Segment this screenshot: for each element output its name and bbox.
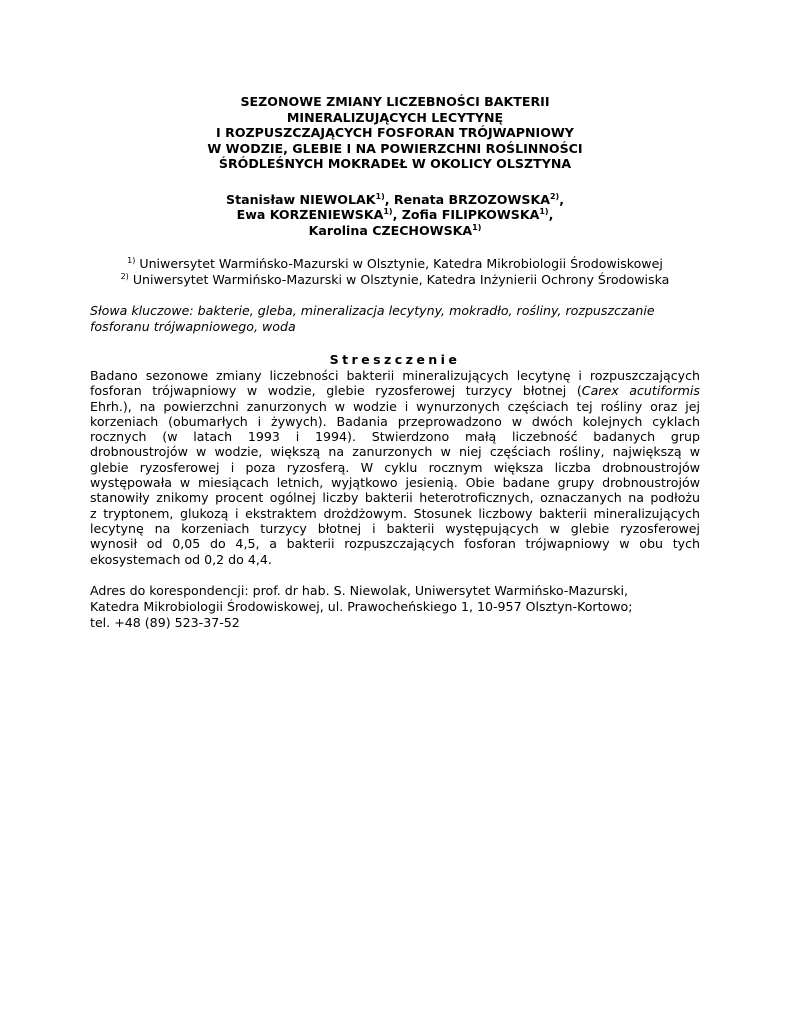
- author-name: Zofia FILIPKOWSKA: [401, 207, 540, 222]
- author-name: Karolina CZECHOWSKA: [308, 222, 473, 238]
- abstract-line: [90, 383, 700, 398]
- abstract-line: glebie ryzosferowej i poza ryzosferą. W cyklu rocznym większa liczba drobnoustrojów: [90, 459, 700, 475]
- keywords-line: Słowa kluczowe: bakterie, gleba, mineralizacja lecytyny, mokradło, rośliny, rozpuszczanie: [90, 303, 655, 318]
- keywords: [90, 303, 700, 335]
- keywords-line: fosforanu trójwapniowego, woda: [90, 319, 296, 334]
- abstract-line: z tryptonem, glukozą i ekstraktem drożdżowym. Stosunek liczbowy bakterii mineralizujących: [90, 505, 700, 521]
- affiliation-mark: 1): [539, 207, 549, 216]
- affiliation-mark: 1): [472, 222, 482, 232]
- affiliation-mark: 1): [383, 207, 393, 216]
- abstract-line: rocznych (w latach 1993 i 1994). Stwierdzono małą liczebność badanych grup: [90, 429, 700, 445]
- abstract-line: Ehrh.), na powierzchni zanurzonych w wodzie i wynurzonych częściach tej rośliny oraz jej: [90, 398, 700, 414]
- document-page: [90, 94, 700, 631]
- affiliation-mark: 1): [127, 256, 136, 265]
- author-line: Stanisław NIEWOLAK$^{1)}$, Renata BRZOZOWSKA$^{2)}$,: [226, 191, 564, 207]
- author-list: [90, 192, 700, 239]
- correspondence-address: [90, 583, 700, 631]
- title-line: I ROZPUSZCZAJĄCYCH FOSFORAN TRÓJWAPNIOWY: [216, 125, 574, 140]
- abstract-body: [90, 368, 700, 567]
- title-line: SEZONOWE ZMIANY LICZEBNOŚCI BAKTERII: [240, 94, 550, 109]
- abstract-heading: Streszczenie: [329, 352, 461, 367]
- abstract-line: drobnoustrojów w wodzie, większą na zanurzonych w niej częściach rośliny, największą w: [90, 444, 700, 460]
- author-name: Ewa KORZENIEWSKA: [236, 207, 384, 222]
- correspondence-line: tel. +48 (89) 523-37-52: [90, 614, 240, 630]
- affiliation-item: [90, 256, 700, 272]
- affiliation-mark: 1): [375, 191, 385, 201]
- abstract-line: występowała w miesiącach letnich, wyjątkowo jesienią. Obie badane grupy drobnoustrojów: [90, 475, 700, 491]
- paper-title: [90, 94, 700, 172]
- abstract-line: stanowiły znikomy procent ogólnej liczby bakterii heterotroficznych, oznaczanych na podłożu: [90, 490, 700, 506]
- affiliation-text: Uniwersytet Warmińsko-Mazurski w Olsztynie, Katedra Inżynierii Ochrony Środowiska: [132, 272, 670, 287]
- affiliation-item: [90, 272, 700, 288]
- title-line: ŚRÓDLEŚNYCH MOKRADEŁ W OKOLICY OLSZTYNA: [218, 156, 572, 171]
- affiliation-mark: 2): [120, 272, 129, 281]
- abstract-line: korzeniach (obumarłych i żywych). Badania przeprowadzono w dwóch kolejnych cyklach: [90, 413, 700, 429]
- title-line: W WODZIE, GLEBIE I NA POWIERZCHNI ROŚLINNOŚCI: [207, 140, 583, 156]
- correspondence-line: Katedra Mikrobiologii Środowiskowej, ul. Prawocheńskiego 1, 10-957 Olsztyn-Kortowo;: [90, 598, 633, 614]
- correspondence-line: Adres do korespondencji: prof. dr hab. S. Niewolak, Uniwersytet Warmińsko-Mazurski,: [90, 582, 629, 598]
- author-name: Stanisław NIEWOLAK: [226, 191, 376, 207]
- author-name: Renata BRZOZOWSKA: [393, 191, 550, 207]
- species-name: Carex acutiformis: [581, 383, 700, 399]
- abstract-line: ekosystemach od 0,2 do 4,4.: [90, 551, 272, 567]
- title-line: MINERALIZUJĄCYCH LECYTYNĘ: [286, 109, 504, 125]
- author-line: [90, 223, 700, 239]
- affiliation-list: [90, 256, 700, 288]
- abstract-text: fosforan trójwapniowy w wodzie, glebie ryzosferowej turzycy błotnej (: [90, 383, 582, 399]
- abstract-line: wynosił od 0,05 do 4,5, a bakterii rozpuszczających fosforan trójwapniowy w obu tych: [90, 536, 700, 552]
- affiliation-mark: 2): [549, 191, 560, 201]
- abstract-line: lecytynę na korzeniach turzycy błotnej i bakterii występujących w glebie ryzosferowej: [90, 520, 700, 536]
- author-line: Ewa KORZENIEWSKA$^{1)}$, Zofia FILIPKOWSKA$^{1)}$,: [236, 207, 554, 222]
- affiliation-text: Uniwersytet Warmińsko-Mazurski w Olsztynie, Katedra Mikrobiologii Środowiskowej: [139, 256, 663, 271]
- abstract-line: Badano sezonowe zmiany liczebności bakterii mineralizujących lecytynę i rozpuszczających: [90, 368, 700, 383]
